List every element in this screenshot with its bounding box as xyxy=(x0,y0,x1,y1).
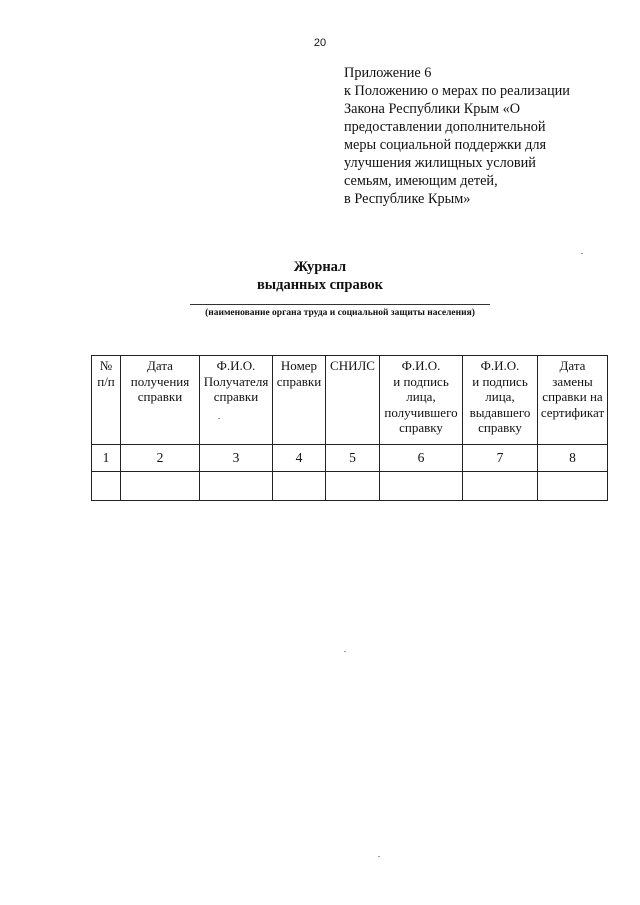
header-cell-date-received xyxy=(121,356,200,445)
header-text: получения xyxy=(130,373,190,389)
header-text: Дата xyxy=(147,358,173,373)
scan-speck xyxy=(581,253,583,254)
empty-cell xyxy=(273,472,326,501)
empty-cell xyxy=(380,472,463,501)
empty-cell xyxy=(92,472,121,501)
appendix-line: предоставлении дополнительной xyxy=(344,119,546,135)
empty-cell xyxy=(538,472,608,501)
empty-cell xyxy=(200,472,273,501)
header-text: справку xyxy=(478,420,522,435)
header-text: выдавшего xyxy=(469,404,531,420)
appendix-line: Закона Республики Крым «О xyxy=(344,101,521,117)
header-text: справки xyxy=(137,389,183,404)
table-header-row xyxy=(92,356,608,445)
appendix-note xyxy=(344,64,624,208)
header-cell-recipient-name xyxy=(200,356,273,445)
header-text: Номер xyxy=(280,358,318,373)
header-text: № xyxy=(99,358,113,373)
scan-speck xyxy=(344,651,346,652)
header-text: и подпись xyxy=(393,373,449,389)
empty-cell xyxy=(326,472,380,501)
appendix-line: меры социальной поддержки для xyxy=(344,137,547,153)
table-row xyxy=(92,472,608,501)
appendix-line: к Положению о мерах по реализации xyxy=(344,83,570,99)
appendix-line: семьям, имеющим детей, xyxy=(344,173,498,189)
journal-title xyxy=(0,258,640,294)
org-name-caption: (наименование органа труда и социальной защиты населения) xyxy=(205,308,475,318)
header-text: Получателя xyxy=(203,373,269,389)
table-number-row xyxy=(92,445,608,472)
journal-title-line1: Журнал xyxy=(293,259,347,275)
header-cell-certificate-number xyxy=(273,356,326,445)
header-cell-number xyxy=(92,356,121,445)
header-cell-issuer-signature xyxy=(463,356,538,445)
header-text: Ф.И.О. xyxy=(401,358,441,373)
column-number-cell: 7 xyxy=(463,445,538,472)
header-cell-receiver-signature xyxy=(380,356,463,445)
header-text: справки xyxy=(213,389,259,404)
column-number-cell: 5 xyxy=(326,445,380,472)
header-cell-snils xyxy=(326,356,380,445)
header-text: и подпись xyxy=(472,373,528,389)
header-text: замены xyxy=(552,373,593,389)
journal-table xyxy=(91,355,608,501)
column-number-cell: 8 xyxy=(538,445,608,472)
header-text: лица, xyxy=(485,389,515,404)
header-text: сертификат xyxy=(540,404,605,420)
column-number-cell: 3 xyxy=(200,445,273,472)
header-text: п/п xyxy=(97,373,115,389)
header-text: СНИЛС xyxy=(330,358,375,373)
appendix-line: Приложение 6 xyxy=(344,65,432,81)
header-text: получившего xyxy=(384,404,458,420)
org-name-line xyxy=(190,304,490,305)
header-text: Дата xyxy=(559,358,586,373)
column-number-cell: 6 xyxy=(380,445,463,472)
appendix-line: в Республике Крым» xyxy=(344,191,471,207)
scan-speck xyxy=(218,418,220,419)
header-cell-replacement-date xyxy=(538,356,608,445)
journal-title-line2: выданных справок xyxy=(256,277,384,293)
column-number-cell: 2 xyxy=(121,445,200,472)
header-text: лица, xyxy=(406,389,436,404)
header-text: справку xyxy=(399,420,443,435)
header-text: Ф.И.О. xyxy=(216,358,256,373)
page-number: 20 xyxy=(313,37,327,49)
empty-cell xyxy=(463,472,538,501)
empty-cell xyxy=(121,472,200,501)
header-text: Ф.И.О. xyxy=(480,358,520,373)
appendix-line: улучшения жилищных условий xyxy=(344,155,536,171)
header-text: справки на xyxy=(542,389,603,404)
scan-speck xyxy=(378,856,380,857)
column-number-cell: 4 xyxy=(273,445,326,472)
column-number-cell: 1 xyxy=(92,445,121,472)
header-text: справки xyxy=(276,373,322,389)
